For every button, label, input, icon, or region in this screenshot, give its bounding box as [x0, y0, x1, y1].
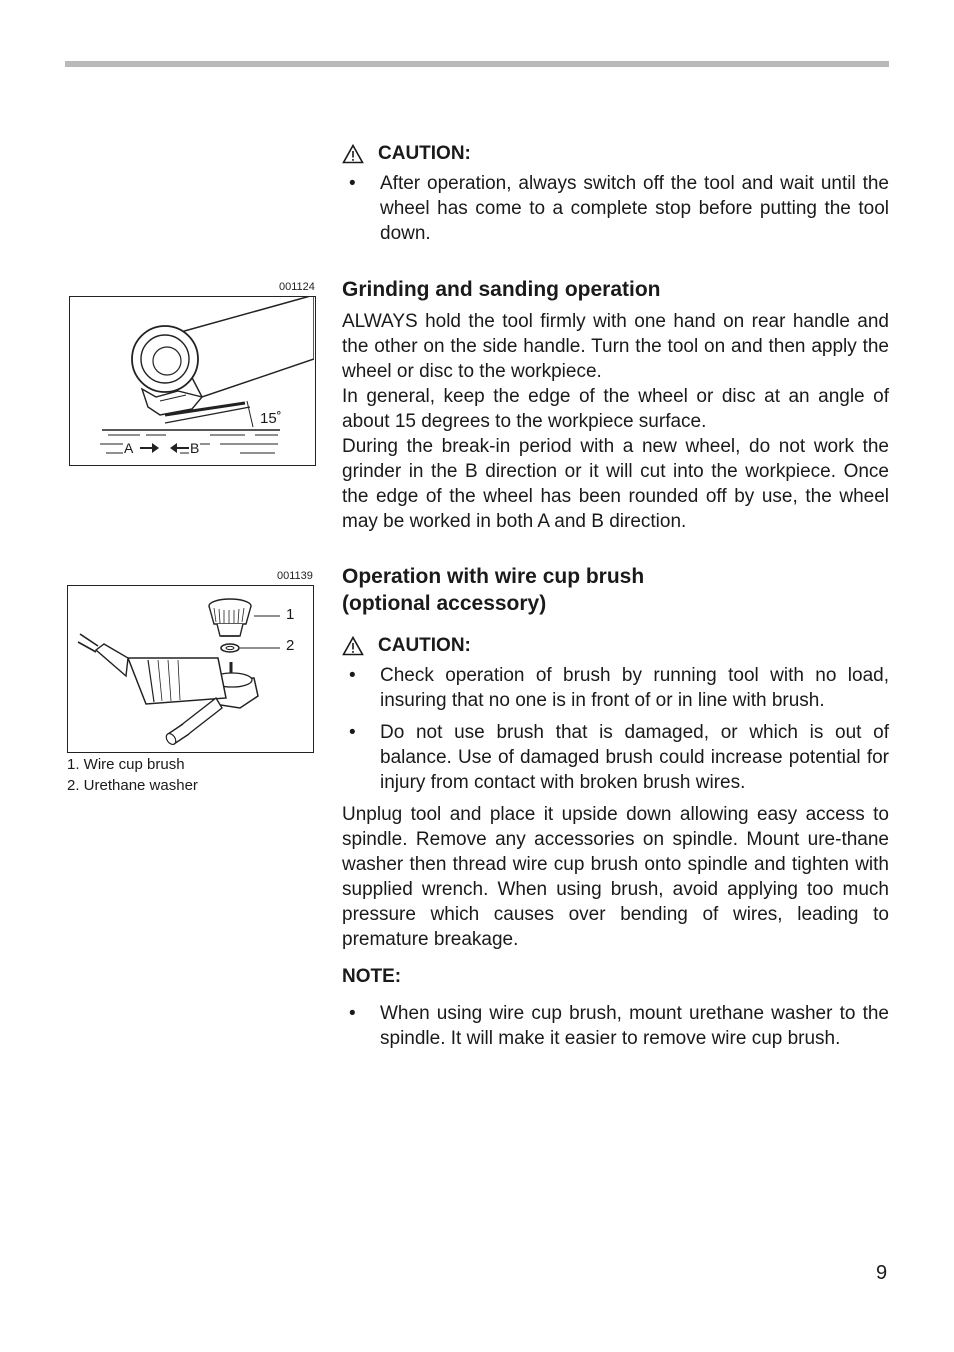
figure-code: 001124: [279, 281, 315, 293]
page-number: 9: [876, 1262, 888, 1284]
wire-cup-paragraph: Unplug tool and place it upside down allowing easy access to spindle. Remove any accessories on spindle. Mount ure-thane washer then thread wire cup brush onto spindle and tighten with supplied wrench. When using brush, avoid applying too much pressure which causes over bending of wires, leading to premature breakage.: [342, 804, 889, 950]
caution-heading: [342, 141, 889, 166]
grinding-angle-figure: [69, 296, 316, 466]
warning-triangle-icon: [342, 144, 364, 164]
bullet-mark: •: [349, 1003, 356, 1024]
caution-heading: [342, 633, 889, 658]
caution-bullet: [342, 663, 889, 713]
bullet-mark: •: [349, 665, 356, 686]
wire-cup-heading: Operation with wire cup brush: [342, 565, 645, 588]
legend-item: 1. Wire cup brush: [67, 756, 185, 773]
bullet-mark: •: [349, 722, 356, 743]
bullet-text: When using wire cup brush, mount urethane washer to the spindle. It will make it easier to remove wire cup brush.: [380, 1003, 889, 1049]
direction-label-a: A: [124, 440, 134, 456]
bullet-mark: •: [349, 173, 356, 194]
callout-1: 1: [286, 606, 295, 623]
caution-bullet: [342, 171, 889, 246]
note-bullet: [342, 1001, 889, 1051]
caution-label: CAUTION:: [378, 143, 471, 164]
caution-bullet: [342, 720, 889, 795]
direction-label-b: B: [190, 440, 200, 456]
callout-2: 2: [286, 637, 295, 654]
figure-code: 001139: [277, 570, 313, 582]
bullet-text: After operation, always switch off the tool and wait until the wheel has come to a complete stop before putting the tool down.: [380, 173, 889, 244]
grinding-section: [342, 276, 889, 534]
wire-cup-brush-illustration: [68, 586, 312, 751]
warning-triangle-icon: [342, 636, 364, 656]
grinding-paragraph: ALWAYS hold the tool firmly with one hand on rear handle and the other on the side handle. Turn the tool on and then apply the wheel or disc to the workpiece.: [342, 311, 889, 382]
caution-label: CAUTION:: [378, 635, 471, 656]
angle-label: 15˚: [260, 410, 282, 427]
caution-section-1: [342, 141, 889, 253]
wire-cup-brush-figure: [67, 585, 314, 753]
grinding-paragraph: In general, keep the edge of the wheel or disc at an angle of about 15 degrees to the workpiece surface.: [342, 386, 889, 432]
bullet-text: Do not use brush that is damaged, or which is out of balance. Use of damaged brush could increase potential for injury from contact with broken brush wires.: [380, 722, 889, 793]
header-rule: [65, 61, 889, 67]
wire-cup-subheading: (optional accessory): [342, 592, 547, 615]
wire-cup-section: [342, 563, 889, 1058]
legend-item: 2. Urethane washer: [67, 777, 198, 794]
note-label: NOTE:: [342, 966, 402, 987]
bullet-text: Check operation of brush by running tool with no load, insuring that no one is in front of or in line with brush.: [380, 665, 889, 711]
figure-legend: [67, 754, 198, 796]
grinding-heading: Grinding and sanding operation: [342, 278, 661, 301]
grinder-illustration: [70, 297, 314, 464]
grinding-paragraph: During the break-in period with a new wheel, do not work the grinder in the B direction or it will cut into the workpiece. Once the edge of the wheel has been rounded off by use, the wheel may be worked in both A and B direction.: [342, 436, 889, 532]
